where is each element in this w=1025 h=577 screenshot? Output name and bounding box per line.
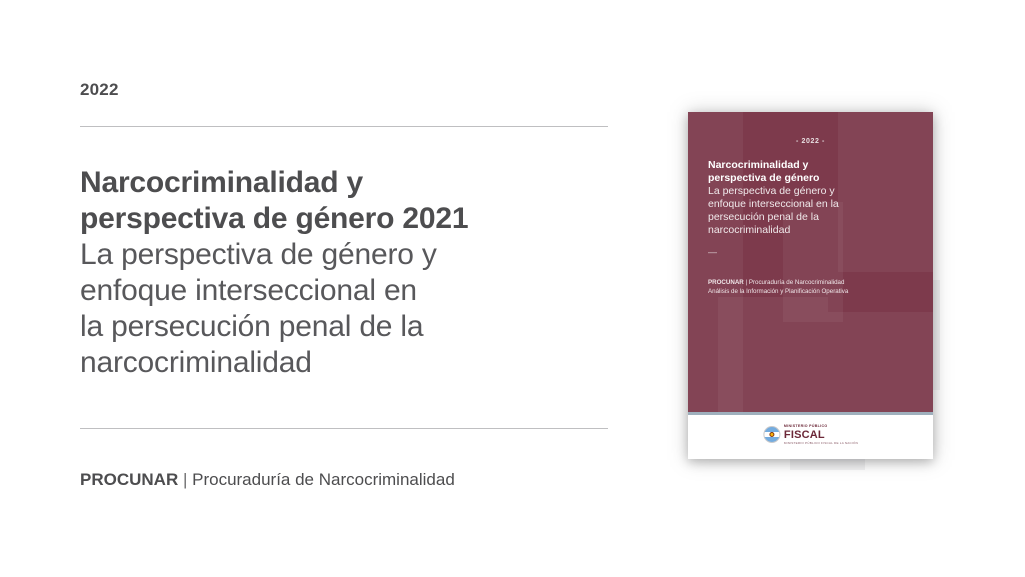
divider-top [80, 126, 608, 127]
publisher-separator: | [178, 470, 193, 489]
cover-title-bold-line-1: Narcocriminalidad y [708, 159, 809, 171]
cover-title-bold-line-2: perspectiva de género [708, 172, 820, 184]
cover-credit-name: Procuraduría de Narcocriminalidad [748, 279, 845, 286]
title-light-line-1: La perspectiva de género y [80, 238, 437, 271]
book-cover-thumbnail [688, 112, 933, 459]
cover-title-light-line-1: La perspectiva de género y [708, 185, 835, 197]
logo-bottom-text: MINISTERIO PÚBLICO FISCAL DE LA NACIÓN [783, 440, 859, 445]
cover-credit-separator: | [743, 279, 749, 286]
logo-top-text: MINISTERIO PÚBLICO [783, 424, 828, 428]
title-bold-line-2: perspectiva de género 2021 [80, 202, 469, 235]
cover-title-light-line-3: persecución penal de la [708, 211, 819, 223]
cover-year-label: - 2022 - [796, 138, 825, 145]
mpf-logo-text [784, 425, 858, 445]
year-label: 2022 [80, 80, 119, 99]
logo-main-text: FISCAL [783, 428, 825, 441]
publisher-line [80, 470, 455, 490]
cover-credit [708, 278, 913, 296]
title-bold-line-1: Narcocriminalidad y [80, 166, 363, 199]
title-light-line-2: enfoque interseccional en [80, 274, 417, 307]
cover-accent-bar [688, 412, 933, 415]
mpf-logo [763, 425, 858, 445]
title-light-line-3: la persecución penal de la [80, 310, 424, 343]
title-light-line-4: narcocriminalidad [80, 346, 312, 379]
decorative-shard [940, 280, 1025, 400]
decorative-shard [750, 470, 870, 577]
page-title [80, 165, 600, 381]
cover-title [708, 159, 908, 257]
publisher-name: Procuraduría de Narcocriminalidad [192, 470, 455, 489]
cover-artwork [688, 112, 933, 415]
decorative-shard [610, 200, 670, 440]
cover-footer [688, 416, 933, 459]
cover-dash: — [708, 247, 717, 257]
cover-credit-acronym: PROCUNAR [708, 279, 744, 286]
publisher-acronym: PROCUNAR [80, 470, 179, 489]
cover-credit-line-1 [708, 278, 913, 287]
argentina-sun-flag-icon [763, 426, 780, 443]
cover-title-light-line-4: narcocriminalidad [708, 224, 791, 236]
divider-bottom [80, 428, 608, 429]
cover-shard [828, 312, 933, 415]
cover-title-light-line-2: enfoque interseccional en la [708, 198, 839, 210]
cover-credit-line-2: Análisis de la Información y Planificación Operativa [708, 288, 849, 295]
